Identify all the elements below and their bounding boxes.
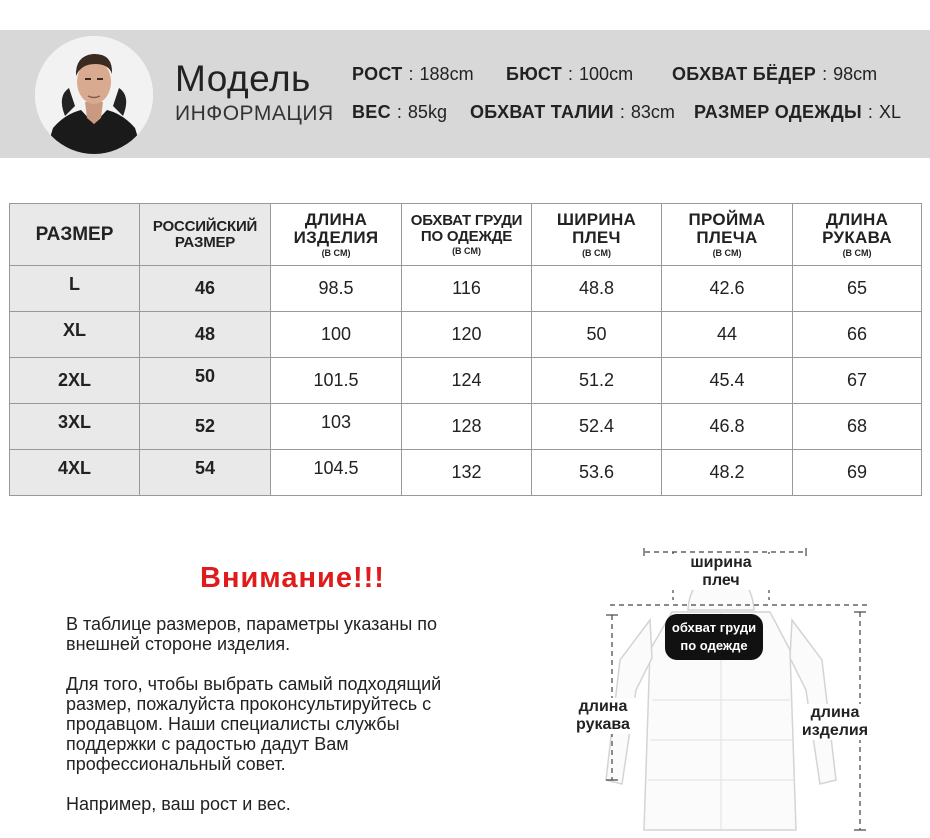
- label-chest: обхват груди по одежде: [665, 614, 763, 660]
- cell-sleeve: 65: [793, 266, 922, 312]
- cell-ru-size: 46: [140, 266, 271, 312]
- attention-paragraph-1: В таблице размеров, параметры указаны по внешней стороне изделия.: [66, 614, 438, 654]
- cell-chest: 120: [402, 312, 532, 358]
- cell-shoulders: 51.2: [532, 358, 662, 404]
- model-subtitle: ИНФОРМАЦИЯ: [175, 102, 334, 125]
- size-table-header-row: [10, 204, 922, 266]
- attention-paragraph-3: Например, ваш рост и вес.: [66, 794, 291, 814]
- cell-size: 3XL: [10, 404, 140, 450]
- cell-ru-size: 52: [140, 404, 271, 450]
- cell-chest: 124: [402, 358, 532, 404]
- cell-sleeve: 67: [793, 358, 922, 404]
- cell-shoulders: 48.8: [532, 266, 662, 312]
- cell-chest: 132: [402, 450, 532, 496]
- model-avatar: [35, 36, 153, 154]
- table-row: [10, 404, 922, 450]
- label-length: длина изделия: [794, 704, 876, 740]
- cell-size: XL: [10, 312, 140, 358]
- stat-clothing-size: РАЗМЕР ОДЕЖДЫ : XL: [694, 102, 901, 122]
- header-length: ДЛИНА ИЗДЕЛИЯ (В СМ): [271, 204, 402, 266]
- header-sleeve: ДЛИНА РУКАВА (В СМ): [793, 204, 922, 266]
- cell-shoulders: 50: [532, 312, 662, 358]
- cell-shoulders: 52.4: [532, 404, 662, 450]
- size-table: [9, 203, 922, 496]
- header-ru-size: РОССИЙСКИЙ РАЗМЕР: [140, 204, 271, 266]
- cell-ru-size: 48: [140, 312, 271, 358]
- cell-sleeve: 69: [793, 450, 922, 496]
- jacket-measurement-diagram: [560, 540, 930, 838]
- header-armhole: ПРОЙМА ПЛЕЧА (В СМ): [662, 204, 793, 266]
- cell-armhole: 44: [662, 312, 793, 358]
- header-chest: ОБХВАТ ГРУДИ ПО ОДЕЖДЕ (В СМ): [402, 204, 532, 266]
- header-shoulders: ШИРИНА ПЛЕЧ (В СМ): [532, 204, 662, 266]
- stat-height: РОСТ : 188cm: [352, 64, 474, 84]
- cell-armhole: 45.4: [662, 358, 793, 404]
- table-row: [10, 450, 922, 496]
- attention-title: Внимание!!!: [200, 562, 385, 594]
- cell-ru-size: 50: [140, 358, 271, 404]
- model-photo-icon: [35, 36, 153, 154]
- stat-waist: ОБХВАТ ТАЛИИ : 83cm: [470, 102, 675, 122]
- stat-hips: ОБХВАТ БЁДЕР : 98cm: [672, 64, 878, 84]
- cell-length: 100: [271, 312, 402, 358]
- cell-armhole: 42.6: [662, 266, 793, 312]
- cell-sleeve: 66: [793, 312, 922, 358]
- cell-sleeve: 68: [793, 404, 922, 450]
- cell-armhole: 46.8: [662, 404, 793, 450]
- stat-bust: БЮСТ : 100cm: [506, 64, 634, 84]
- attention-paragraph-2: Для того, чтобы выбрать самый подходящий размер, пожалуйста проконсультируйтесь с продавцом. Наши специалисты службы поддержки с радостью дадут Вам профессиональный совет.: [66, 674, 442, 774]
- cell-ru-size: 54: [140, 450, 271, 496]
- cell-length: 104.5: [271, 450, 402, 496]
- model-title: Модель: [175, 58, 311, 99]
- stat-weight: ВЕС : 85kg: [352, 102, 447, 122]
- cell-size: 2XL: [10, 358, 140, 404]
- label-shoulders: ширина плеч: [672, 554, 770, 590]
- cell-chest: 128: [402, 404, 532, 450]
- header-size: РАЗМЕР: [10, 204, 140, 266]
- label-sleeve: длина рукава: [564, 698, 642, 734]
- cell-shoulders: 53.6: [532, 450, 662, 496]
- cell-size: 4XL: [10, 450, 140, 496]
- cell-chest: 116: [402, 266, 532, 312]
- table-row: [10, 266, 922, 312]
- table-row: [10, 312, 922, 358]
- cell-size: L: [10, 266, 140, 312]
- cell-length: 103: [271, 404, 402, 450]
- table-row: [10, 358, 922, 404]
- cell-length: 98.5: [271, 266, 402, 312]
- model-info-banner: [0, 30, 930, 158]
- cell-length: 101.5: [271, 358, 402, 404]
- cell-armhole: 48.2: [662, 450, 793, 496]
